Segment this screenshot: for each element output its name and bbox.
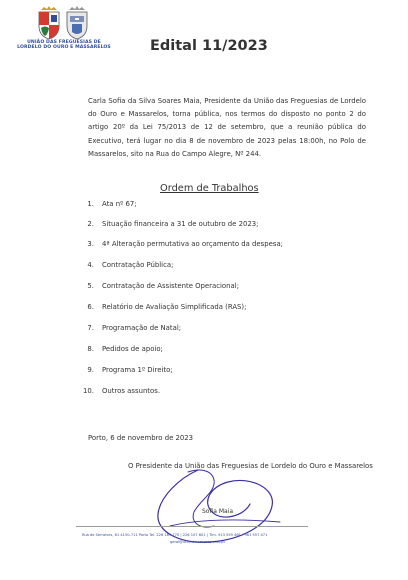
agenda-item-text: Contratação Pública; <box>102 261 174 269</box>
agenda-item <box>76 387 160 399</box>
agenda-item-text: 4ª Alteração permutativa ao orçamento da despesa; <box>102 240 283 248</box>
agenda-item <box>76 200 137 212</box>
intro-paragraph: Carla Sofia da Silva Soares Maia, Presidente da União das Freguesias de Lordelo do Ouro e Massarelos, torna pública, nos termos do disposto no ponto 2 do artigo 20º da Lei 75/2013 de 12 de setembro, que a reunião pública do Executivo, terá lugar no dia 8 de novembro de 2023 pelas 18:00h, no Polo de Massarelos, sito na Rua do Campo Alegre, Nº 244. <box>88 97 366 158</box>
agenda-item-number: 2. <box>87 220 94 228</box>
agenda-item-text: Situação financeira a 31 de outubro de 2023; <box>102 220 259 228</box>
agenda-item-text: Programação de Natal; <box>102 324 182 332</box>
agenda-item <box>76 240 283 252</box>
agenda-item <box>76 345 163 357</box>
organization-name <box>14 40 114 51</box>
agenda-item <box>76 366 173 378</box>
agenda-item-text: Ata nº 67; <box>102 200 137 208</box>
agenda-item-text: Pedidos de apoio; <box>102 345 163 353</box>
agenda-item-number: 4. <box>87 261 94 269</box>
agenda-item-number: 8. <box>87 345 94 353</box>
signer-name: Sofia Maia <box>202 508 234 515</box>
agenda-item-number: 9. <box>87 366 94 374</box>
footer-divider <box>76 526 308 527</box>
footer-email: geral@uf-lordelomassarelos.pt <box>170 540 225 544</box>
agenda-item <box>76 324 181 336</box>
signer-title: O Presidente da União das Freguesias de Lordelo do Ouro e Massarelos <box>128 462 373 470</box>
agenda-item-number: 5. <box>87 282 94 290</box>
agenda-item-text: Programa 1º Direito; <box>102 366 173 374</box>
agenda-item <box>76 220 258 232</box>
header-logos <box>28 6 96 42</box>
agenda-item-number: 10. <box>83 387 94 395</box>
agenda-title: Ordem de Trabalhos <box>160 183 259 194</box>
agenda-item-number: 3. <box>87 240 94 248</box>
agenda-item <box>76 261 173 273</box>
organization-line-1: UNIÃO DAS FREGUESIAS DE <box>27 40 101 45</box>
document-title: Edital 11/2023 <box>150 38 268 54</box>
agenda-item-number: 1. <box>87 200 94 208</box>
coat-of-arms-icon <box>64 6 90 40</box>
footer-address: Rua de Serralves, 61 4150-711 Porto Tel. 226 189 770 | 226 107 601 | Tlm. 913 559 461 - 961 557 471 <box>82 533 268 537</box>
coat-of-arms-icon <box>36 6 62 40</box>
agenda-item <box>76 282 239 294</box>
agenda-item-number: 7. <box>87 324 94 332</box>
agenda-item-text: Outros assuntos. <box>102 387 161 395</box>
agenda-item <box>76 303 246 315</box>
organization-line-2: LORDELO DO OURO E MASSARELOS <box>17 45 111 51</box>
agenda-item-text: Contratação de Assistente Operacional; <box>102 282 239 290</box>
agenda-item-number: 6. <box>87 303 94 311</box>
agenda-item-text: Relatório de Avaliação Simplificada (RAS); <box>102 303 247 311</box>
document-date: Porto, 6 de novembro de 2023 <box>88 434 194 442</box>
